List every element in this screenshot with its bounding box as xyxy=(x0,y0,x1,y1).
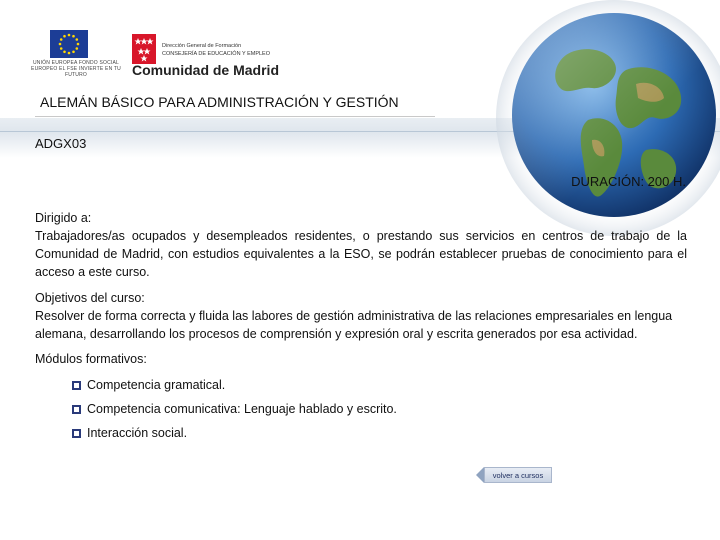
list-item xyxy=(72,373,532,397)
comunidad-madrid-logo xyxy=(132,33,302,79)
back-to-courses-label: volver a cursos xyxy=(484,467,552,483)
list-item xyxy=(72,421,532,445)
modulos-heading: Módulos formativos: xyxy=(35,352,147,366)
back-arrow-icon xyxy=(476,467,484,483)
checkbox-bullet-icon xyxy=(72,381,81,390)
title-underline xyxy=(35,116,435,117)
dirigido-heading: Dirigido a: xyxy=(35,211,92,225)
module-label: Interacción social. xyxy=(87,426,188,440)
objetivos-text: Resolver de forma correcta y fluida las labores de gestión administrativa de las relaciones empresariales en lengua alemana, desarrollando los procesos de comprensión y expresión oral y escrita generados por esa actividad. xyxy=(35,309,673,341)
eu-flag-icon xyxy=(50,30,88,58)
back-to-courses-button[interactable] xyxy=(476,467,552,483)
modulos-list xyxy=(72,373,532,445)
cam-direccion-text: Dirección General de Formación xyxy=(162,43,242,49)
list-item xyxy=(72,397,532,421)
dirigido-section xyxy=(35,209,687,281)
madrid-emblem-icon xyxy=(132,34,156,64)
objetivos-section xyxy=(35,289,687,343)
course-code: ADGX03 xyxy=(35,136,87,151)
eu-logo-text: UNIÓN EUROPEA FONDO SOCIAL EUROPEO EL FSE INVIERTE EN TU FUTURO xyxy=(31,60,121,78)
checkbox-bullet-icon xyxy=(72,405,81,414)
cam-consejeria-text: CONSEJERÍA DE EDUCACIÓN Y EMPLEO xyxy=(162,51,270,57)
cam-name: Comunidad de Madrid xyxy=(132,62,279,78)
module-label: Competencia comunicativa: Lenguaje hablado y escrito. xyxy=(87,402,397,416)
eu-fse-logo xyxy=(26,28,126,80)
course-title: ALEMÁN BÁSICO PARA ADMINISTRACIÓN Y GESTIÓN xyxy=(40,94,399,110)
module-label: Competencia gramatical. xyxy=(87,378,226,392)
objetivos-heading: Objetivos del curso: xyxy=(35,291,145,305)
dirigido-text: Trabajadores/as ocupados y desempleados residentes, o prestando sus servicios en centros de trabajo de la Comunidad de Madrid, con estudios equivalentes a la ESO, se podrán establecer pruebas de conocimiento para el acceso a este curso. xyxy=(35,229,687,279)
course-duration: DURACIÓN: 200 H. xyxy=(571,174,686,189)
modulos-section xyxy=(35,350,687,368)
checkbox-bullet-icon xyxy=(72,429,81,438)
